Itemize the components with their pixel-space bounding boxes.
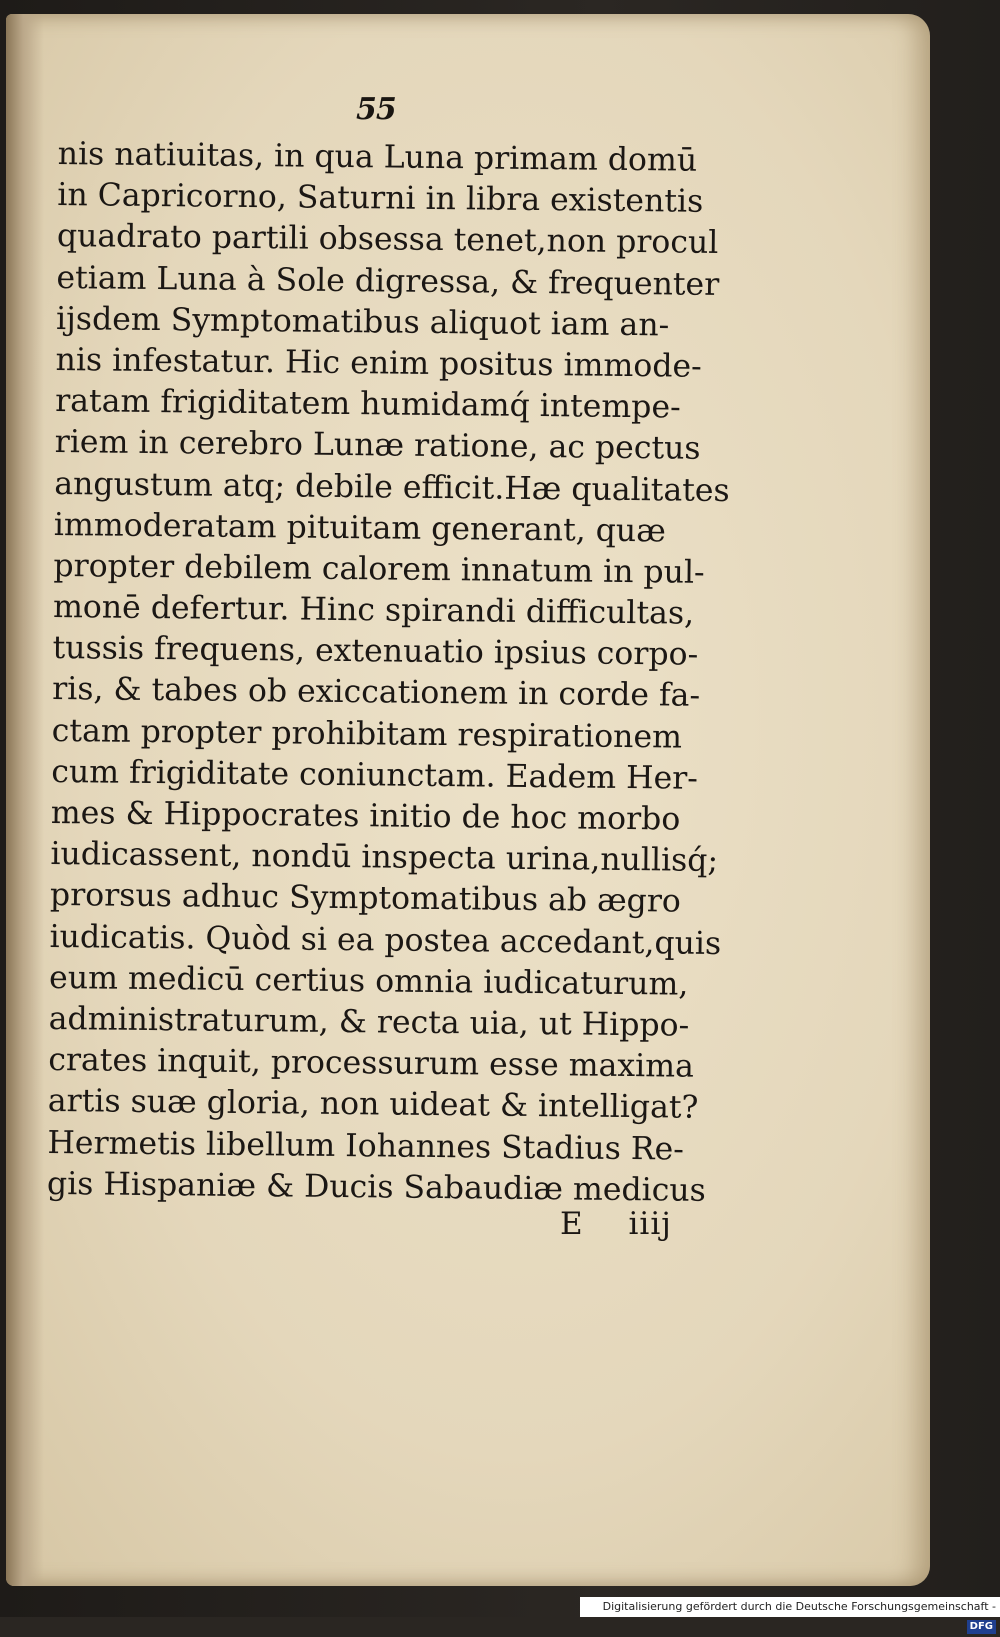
text-line: riem in cerebro Lunæ ratione, ac pectus bbox=[54, 424, 701, 468]
signature-number: iiij bbox=[628, 1206, 672, 1242]
text-line: administraturum, & recta uia, ut Hippo- bbox=[48, 1000, 690, 1044]
digitization-footer bbox=[580, 1597, 1000, 1632]
text-line: ratam frigiditatem humidamq́ intempe- bbox=[55, 383, 681, 426]
signature-letter: E bbox=[560, 1206, 584, 1242]
page-gutter bbox=[6, 14, 44, 1586]
text-line: ijsdem Symptomatibus aliquot iam an- bbox=[55, 300, 670, 344]
text-line: iudicatis. Quòd si ea postea accedant,quis bbox=[49, 918, 722, 962]
text-line: nis natiuitas, in qua Luna primam domū bbox=[57, 135, 698, 179]
text-line: quadrato partili obsessa tenet,non procul bbox=[56, 218, 719, 262]
page-number: 55 bbox=[356, 92, 396, 127]
dfg-logo: DFG bbox=[967, 1620, 996, 1634]
signature-mark bbox=[560, 1206, 672, 1242]
text-line: Hermetis libellum Iohannes Stadius Re- bbox=[47, 1124, 685, 1168]
text-line: immoderatam pituitam generant, quæ bbox=[53, 506, 667, 550]
text-line: prorsus adhuc Symptomatibus ab ægro bbox=[49, 877, 682, 920]
text-line: cum frigiditate coniunctam. Eadem Her- bbox=[51, 753, 699, 797]
text-line: crates inquit, processurum esse maxima bbox=[48, 1042, 695, 1085]
footer-text: Digitalisierung gefördert durch die Deutsche Forschungsgemeinschaft - bbox=[602, 1600, 996, 1613]
text-line: tussis frequens, extenuatio ipsius corpo- bbox=[52, 630, 699, 673]
text-line: artis suæ gloria, non uideat & intelligat? bbox=[47, 1083, 699, 1127]
text-line: gis Hispaniæ & Ducis Sabaudiæ medicus bbox=[46, 1165, 707, 1209]
text-line: monē defertur. Hinc spirandi difficultas, bbox=[52, 589, 695, 632]
text-line: iudicassent, nondū inspecta urina,nullisq́; bbox=[50, 836, 719, 880]
text-line: eum medicū certius omnia iudicaturum, bbox=[48, 959, 689, 1003]
body-text bbox=[46, 134, 730, 1212]
text-line: ris, & tabes ob exiccationem in corde fa- bbox=[51, 671, 701, 715]
text-line: angustum atq; debile efficit.Hæ qualitates bbox=[54, 465, 730, 509]
text-line: etiam Luna à Sole digressa, & frequenter bbox=[56, 259, 720, 303]
text-line: in Capricorno, Saturni in libra existentis bbox=[57, 177, 704, 220]
text-line: propter debilem calorem innatum in pul- bbox=[53, 547, 705, 591]
text-line: nis infestatur. Hic enim positus immode- bbox=[55, 341, 702, 385]
text-line: mes & Hippocrates initio de hoc morbo bbox=[50, 794, 681, 838]
text-line: ctam propter prohibitam respirationem bbox=[51, 712, 683, 756]
